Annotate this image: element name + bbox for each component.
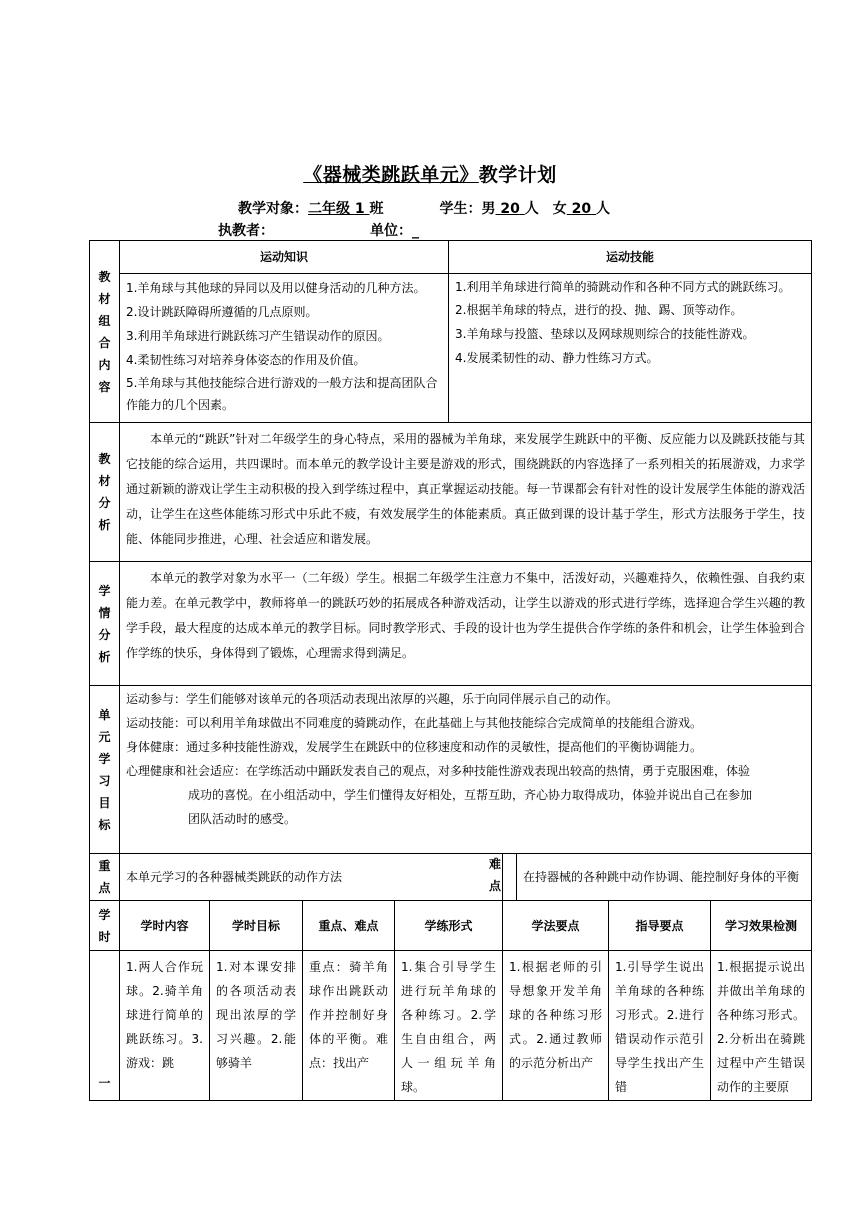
lessons-header-content: 学时内容 (120, 901, 210, 951)
lessons-header-goal: 学时目标 (210, 901, 303, 951)
knowledge-list: 1.羊角球与其他球的异同以及用以健身活动的几种方法。 2.设计跳跃障碍所遵循的几点原则。 3.利用羊角球进行跳跃练习产生错误动作的原因。 4.柔韧性练习对培养身体姿态的作用及价值。 5.羊角球与其他技能综合进行游戏的一般方法和提高团队合作能力的几个因素。 (120, 274, 449, 423)
info-line-2: 执教者： 单位：_ (218, 223, 419, 239)
lesson-cell: 1.引导学生说出羊角球的各种练习形式。2.进行错误动作示范引导学生找出产生错 (609, 951, 711, 1101)
lessons-header-focus: 重点、难点 (303, 901, 395, 951)
skills-list: 1.利用羊角球进行简单的骑跳动作和各种不同方式的跳跃练习。 2.根据羊角球的特点，进行的投、抛、踢、顶等动作。 3.羊角球与投篮、垫球以及网球规则综合的技能性游戏。 4.发展柔韧性的动、静力性练习方式。 (449, 274, 812, 423)
lesson-cell: 重点：骑羊角球作出跳跃动作并控制好身体的平衡。难点：找出产 (303, 951, 395, 1101)
analysis-label: 教 材 分 析 (90, 423, 120, 562)
lesson-cell: 1.两人合作玩球。2.骑羊角球进行简单的跳跃练习。3.游戏：跳 (120, 951, 210, 1101)
goals-text: 运动参与：学生们能够对该单元的各项活动表现出浓厚的兴趣，乐于向同伴展示自己的动作。 运动技能：可以利用羊角球做出不同难度的骑跳动作，在此基础上与其他技能综合完成简单的技能组合游戏。 身体健康：通过多种技能性游戏，发展学生在跳跃中的位移速度和动作的灵敏性，提高他们的平衡协调能力。 心理健康和社会适应：在学练活动中踊跃发表自己的观点，对多种技能性游戏表现出较高的热情，勇于克服困难，体验 成功的喜悦。在小组活动中，学生们懂得友好相处，互帮互助，齐心协力取得成功，体验并说出自己在参加 团队活动时的感受。 (120, 686, 812, 854)
lessons-label: 学 时 (90, 901, 120, 951)
plan-table (89, 240, 812, 1101)
focus-text: 本单元学习的各种器械类跳跃的动作方法 (120, 854, 503, 901)
difficulty-label: 难 点 (488, 857, 501, 893)
analysis-text: 本单元的“跳跃”针对二年级学生的身心特点，采用的器械为羊角球，来发展学生跳跃中的平衡、反应能力以及跳跃技能与其它技能的综合运用，共四课时。而本单元的教学设计主要是游戏的形式，围绕跳跃的内容选择了一系列相关的拓展游戏，力求学通过新颖的游戏让学生主动积极的投入到学练过程中，真正掌握运动技能。每一节课都会有针对性的设计发展学生体能的游戏活动，让学生在这些体能练习形式中乐此不疲，有效发展学生的体能素质。真正做到课的设计基于学生，形式方法服务于学生，技能、体能同步推进，心理、社会适应和谐发展。 (120, 423, 812, 562)
materials-label: 教 材 组 合 内 容 (90, 241, 120, 423)
difficulty-text: 在持器械的各种跳中动作协调、能控制好身体的平衡 (517, 854, 812, 901)
focus-label: 重 点 (90, 854, 120, 901)
lessons-header-form: 学练形式 (395, 901, 503, 951)
lesson-cell: 1.集合引导学生进行玩羊角球的各种练习。2.学生自由组合，两人一组玩羊角球。 (395, 951, 503, 1101)
knowledge-header: 运动知识 (120, 241, 449, 274)
lessons-header-check: 学习效果检测 (711, 901, 812, 951)
lesson-cell: 1.根据老师的引导想象开发羊角球的各种练习形式。2.通过教师的示范分析出产 (503, 951, 609, 1101)
students-label: 学 情 分 析 (90, 562, 120, 686)
lesson-cell: 1.根据提示说出并做出羊角球的各种练习形式。2.分析出在骑跳过程中产生错误动作的主要原 (711, 951, 812, 1101)
goals-label: 单 元 学 习 目 标 (90, 686, 120, 854)
lesson-cell: 1.对本课安排的各项活动表现出浓厚的学习兴趣。2.能够骑羊 (210, 951, 303, 1101)
students-text: 本单元的教学对象为水平一（二年级）学生。根据二年级学生注意力不集中，活泼好动，兴趣难持久，依赖性强、自我约束能力差。在单元教学中，教师将单一的跳跃巧妙的拓展成各种游戏活动，让学生以游戏的形式进行学练，选择迎合学生兴趣的教学手段，最大程度的达成本单元的教学目标。同时教学形式、手段的设计也为学生提供合作学练的条件和机会，让学生体验到合作学练的快乐，身体得到了锻炼，心理需求得到满足。 (120, 562, 812, 686)
lessons-header-method: 学法要点 (503, 901, 609, 951)
skills-header: 运动技能 (449, 241, 812, 274)
page-title: 《器械类跳跃单元》教学计划 (303, 164, 557, 186)
lessons-header-guide: 指导要点 (609, 901, 711, 951)
info-line-1: 教学对象：二年级 1 班 学生：男 20 人 女 20 人 (238, 201, 610, 217)
lesson-number: 一 (90, 951, 120, 1101)
